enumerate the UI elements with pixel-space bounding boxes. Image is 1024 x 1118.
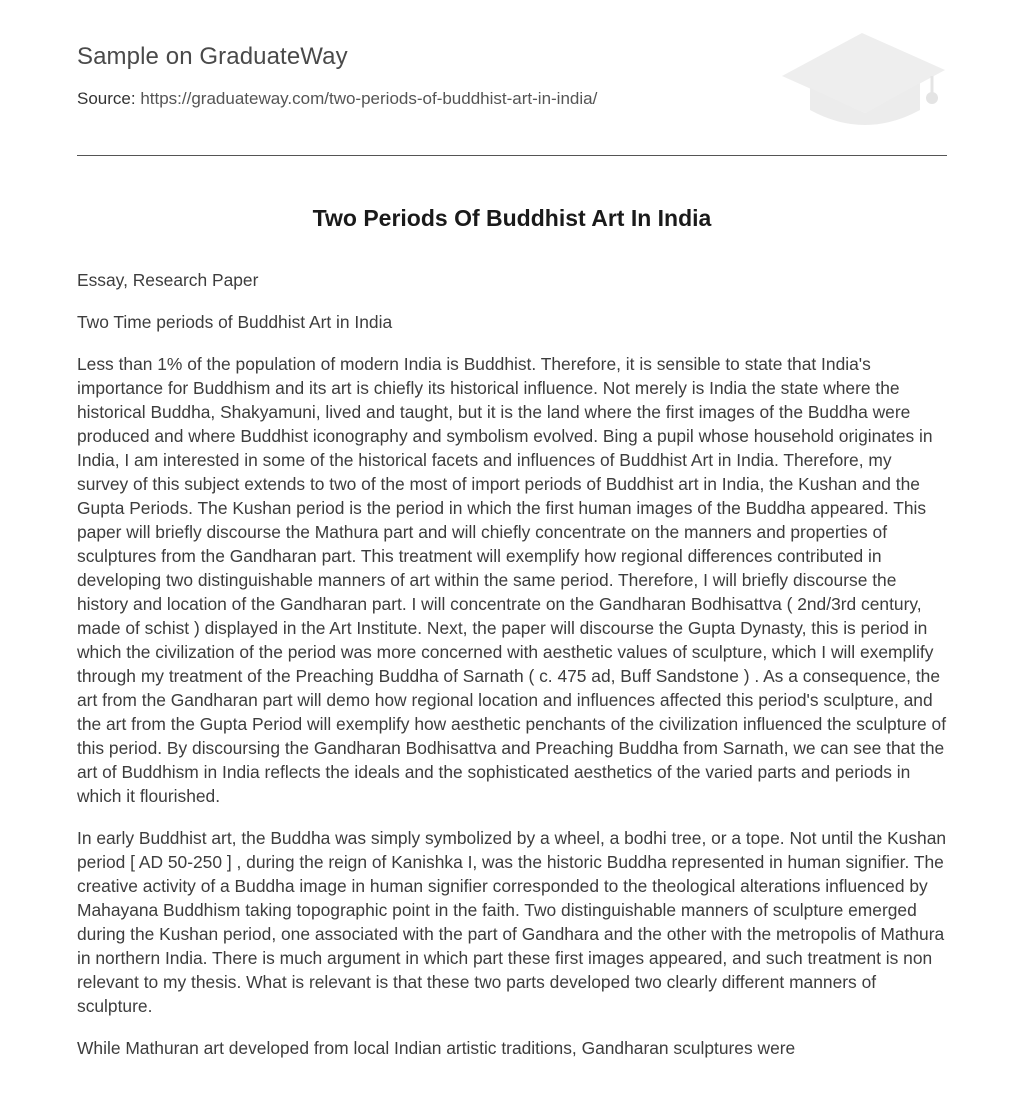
document-body xyxy=(77,268,947,1078)
page-header xyxy=(77,0,947,156)
source-line xyxy=(77,89,597,109)
paragraph: Essay, Research Paper xyxy=(77,270,259,290)
source-label: Source: xyxy=(77,89,141,108)
source-link[interactable]: https://graduateway.com/two-periods-of-buddhist-art-in-india/ xyxy=(140,89,598,108)
header-divider xyxy=(77,155,947,156)
paragraph: In early Buddhist art, the Buddha was simply symbolized by a wheel, a bodhi tree, or a tope. Not until the Kushan period [ AD 50-250 ] , during the reign of Kanishka I, was the historic Buddha represented in human signifier. The creative activity of a Buddha image in human signifier corresponded to the theological alterations influenced by Mahayana Buddhism taking topographic point in the faith. Two distinguishable manners of sculpture emerged during the Kushan period, one associated with the part of Gandhara and the other with the metropolis of Mathura in northern India. There is much argument in which part these first images appeared, and such treatment is non relevant to my thesis. What is relevant is that these two parts developed two clearly different manners of sculpture. xyxy=(77,828,947,1016)
paragraph: Less than 1% of the population of modern India is Buddhist. Therefore, it is sensible to state that India's importance for Buddhism and its art is chiefly its historical influence. Not merely is India the state where the historical Buddha, Shakyamuni, lived and taught, but it is the land where the first images of the Buddha were produced and where Buddhist iconography and symbolism evolved. Bing a pupil whose household originates in India, I am interested in some of the historical facets and influences of Buddhist Art in India. Therefore, my survey of this subject extends to two of the most of import periods of Buddhist art in India, the Kushan and the Gupta Periods. The Kushan period is the period in which the first human images of the Buddha appeared. This paper will briefly discourse the Mathura part and will chiefly concentrate on the manners and properties of sculptures from the Gandharan part. This treatment will exemplify how regional differences contributed in developing two distinguishable manners of art within the same period. Therefore, I will briefly discourse the history and location of the Gandharan part. I will concentrate on the Gandharan Bodhisattva ( 2nd/3rd century, made of schist ) displayed in the Art Institute. Next, the paper will discourse the Gupta Dynasty, this is period in which the civilization of the period was more concerned with aesthetic values of sculpture, which I will exemplify through my treatment of the Preaching Buddha of Sarnath ( c. 475 ad, Buff Sandstone ) . As a consequence, the art from the Gandharan part will demo how regional location and influences affected this period's sculpture, and the art from the Gupta Period will exemplify how aesthetic penchants of the civilization influenced the sculpture of this period. By discoursing the Gandharan Bodhisattva and Preaching Buddha from Sarnath, we can see that the art of Buddhism in India reflects the ideals and the sophisticated aesthetics of the varied parts and periods in which it flourished. xyxy=(77,354,947,806)
graduation-cap-icon xyxy=(780,28,950,138)
site-title: Sample on GraduateWay xyxy=(77,43,348,70)
paragraph: While Mathuran art developed from local Indian artistic traditions, Gandharan sculptures were xyxy=(77,1038,796,1058)
document-title: Two Periods Of Buddhist Art In India xyxy=(312,205,712,231)
paragraph: Two Time periods of Buddhist Art in India xyxy=(77,312,393,332)
